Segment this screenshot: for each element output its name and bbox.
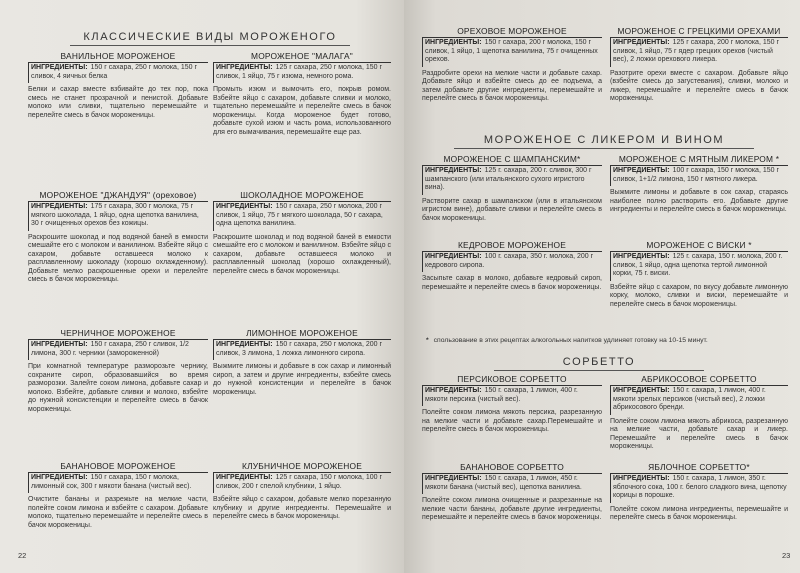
ingredients-text: 125 г. сахара, 150 г. молока, 200 г. сливок, 1 яйцо, одна щепотка тертой лимонной корки, 75 г. виски. xyxy=(613,253,783,277)
recipe-malaga xyxy=(213,51,391,138)
section-title-text: МОРОЖЕНОЕ С ЛИКЕРОМ И ВИНОМ xyxy=(483,134,725,146)
ingredients-label: ИНГРЕДИЕНТЫ: xyxy=(216,341,273,348)
recipe-method: Засыпьте сахар в молоко, добавьте кедровый сироп, перемешайте и перелейте смесь в бачок мороженицы. xyxy=(422,275,602,291)
recipe-method: Промыть изюм и вымочить его, покрыв ромом. Взбейте яйцо с сахаром, добавьте сливки и молоко, тщательно перемешайте и перелейте смесь в бачок мороженицы. Когда мороженое будет готово, добавьте сухой изюм и часть рома, использованного для его вымачивания, перемешайте еще раз. xyxy=(213,86,391,136)
ingredients-text: 175 г сахара, 300 г молока, 75 г мягкого шоколада, 1 яйцо, одна щепотка ванилина, 30 г очищенных орехов без кожицы. xyxy=(31,203,199,227)
recipe-title: ВАНИЛЬНОЕ МОРОЖЕНОЕ xyxy=(60,51,176,61)
ingredients-label: ИНГРЕДИЕНТЫ: xyxy=(31,341,88,348)
alcohol-note xyxy=(426,337,708,344)
recipe-title: МОРОЖЕНОЕ С ШАМПАНСКИМ* xyxy=(443,154,581,164)
ingredients-label: ИНГРЕДИЕНТЫ: xyxy=(31,474,88,481)
ingredients-block xyxy=(422,165,602,195)
recipe-title: БАНАНОВОЕ СОРБЕТТО xyxy=(460,462,564,472)
recipe-method: Разотрите орехи вместе с сахаром. Добавьте яйцо (взбейте смесь до загустевания), сливки, молоко и ликер, перемешайте и перелейте смесь в бачок мороженицы. xyxy=(610,69,788,103)
recipe-method: Белки и сахар вместе взбивайте до тех пор, пока смесь не станет прозрачной и пенистой. Добавьте молоко или сливки, тщательно перемешайте и перелейте смесь в бачок мороженицы. xyxy=(28,86,208,119)
recipe-method: Выжмите лимоны и добавьте в сок сахар, стараясь наиболее полно растворить его. Добавьте другие ингредиенты и перелейте смесь в бачок мороженицы. xyxy=(610,189,788,214)
section-title-text: СОРБЕТТО xyxy=(562,356,636,368)
ingredients-text: 125 г сахара, 150 г молока, 100 г сливок, 200 г спелой клубники, 1 яйцо. xyxy=(216,474,383,490)
ingredients-label: ИНГРЕДИЕНТЫ: xyxy=(31,203,88,210)
recipe-method: Растворите сахар в шампанском (или в итальянском игристом вине), добавьте сливки и перелейте смесь в бачок мороженицы. xyxy=(422,197,602,222)
note-star: * xyxy=(426,337,429,344)
ingredients-label: ИНГРЕДИЕНТЫ: xyxy=(216,64,273,71)
ingredients-label: ИНГРЕДИЕНТЫ: xyxy=(425,253,482,260)
ingredients-label: ИНГРЕДИЕНТЫ: xyxy=(216,474,273,481)
ingredients-block xyxy=(610,385,788,415)
ingredients-block xyxy=(28,339,208,360)
page-number-right: 23 xyxy=(782,551,791,560)
ingredients-block xyxy=(422,473,602,494)
recipe-title: ЧЕРНИЧНОЕ МОРОЖЕНОЕ xyxy=(60,328,176,338)
recipe-title: БАНАНОВОЕ МОРОЖЕНОЕ xyxy=(60,461,176,471)
ingredients-label: ИНГРЕДИЕНТЫ: xyxy=(613,167,670,174)
recipe-method: Полейте соком лимона мякоть абрикоса, разрезанную на мелкие части, добавьте сахар и ликер. Перемешайте и перелейте смесь в бачок мороженицы. xyxy=(610,417,788,451)
ingredients-block xyxy=(610,473,788,503)
note-text: спользование в этих рецептах алкогольных напитков удлиняет готовку на 10-15 минут. xyxy=(433,337,708,344)
ingredients-block xyxy=(28,472,208,493)
recipe-title: ЛИМОННОЕ МОРОЖЕНОЕ xyxy=(246,328,358,338)
ingredients-label: ИНГРЕДИЕНТЫ: xyxy=(613,475,670,482)
recipe-champagne xyxy=(422,154,602,223)
ingredients-text: 125 г сахара, 250 г молока, 150 г сливок, 1 яйцо, 75 г изюма, немного рома. xyxy=(216,64,383,80)
recipe-method: Раскрошите шоколад и под водяной баней в емкости смешайте его с молоком и ванилином. Взбейте яйцо с сахаром, добавьте оставшееся молоко к расплавленному шоколаду (хорошо охлажденному). Добавьте мелко раскрошенные орехи и перелейте смесь в бачок мороженицы. xyxy=(28,233,208,284)
recipe-strawberry xyxy=(213,461,391,522)
ingredients-block xyxy=(213,62,391,83)
recipe-whisky xyxy=(610,240,788,309)
divider xyxy=(70,45,350,46)
recipe-title: АБРИКОСОВОЕ СОРБЕТТО xyxy=(641,374,757,384)
section-title-text: КЛАССИЧЕСКИЕ ВИДЫ МОРОЖЕНОГО xyxy=(83,31,337,43)
ingredients-text: 150 г сахара, 250 г сливок, 1/2 лимона, 300 г. черники (замороженной) xyxy=(31,341,189,357)
recipe-title: ЯБЛОЧНОЕ СОРБЕТТО* xyxy=(648,462,750,472)
page-number-left: 22 xyxy=(18,551,27,560)
recipe-method: При комнатной температуре разморозьте чернику, сохраните сироп, образовавшийся во время разморозки. Залейте соком лимона, добавьте сахар и молоко. Взбейте, добавьте сливки и молоко, взбейте до нужной консистенции и перелейте смесь в бачок мороженицы. xyxy=(28,363,208,413)
recipe-title: КЛУБНИЧНОЕ МОРОЖЕНОЕ xyxy=(241,461,362,471)
ingredients-text: 150 г сахара, 250 г молока, 200 г сливок, 3 лимона, 1 ложка лимонного сиропа. xyxy=(216,341,383,357)
recipe-vanilla xyxy=(28,51,208,120)
recipe-title: МОРОЖЕНОЕ "МАЛАГА" xyxy=(251,51,353,61)
recipe-method: Полейте соком лимона ингредиенты, перемешайте и перелейте смесь в бачок мороженицы. xyxy=(610,505,788,522)
ingredients-label: ИНГРЕДИЕНТЫ: xyxy=(613,253,670,260)
ingredients-text: 150 г сахара, 200 г молока, 150 г сливок, 1 яйцо, 1 щепотка ванилина, 75 г очищенных орехов. xyxy=(425,39,598,63)
ingredients-block xyxy=(28,62,208,83)
ingredients-text: 100 г. сахара, 350 г. молока, 200 г кедрового сиропа. xyxy=(425,253,594,269)
ingredients-text: 150 г сахара, 250 г молока, 150 г сливок, 4 яичных белка xyxy=(31,64,198,80)
recipe-method: Взбейте яйцо с сахаром, добавьте мелко порезанную клубнику и другие ингредиенты. Перемешайте и перелейте смесь в бачок мороженицы. xyxy=(213,496,391,521)
divider xyxy=(494,370,704,371)
ingredients-label: ИНГРЕДИЕНТЫ: xyxy=(613,39,670,46)
section-title-sorbet xyxy=(494,356,704,368)
recipe-method: Очистите бананы и разрежьте на мелкие части, полейте соком лимона и взбейте с сахаром. Добавьте молоко, тщательно перемешайте и перелейте смесь в бачок мороженицы. xyxy=(28,496,208,529)
ingredients-text: 125 г сахара, 200 г молока, 150 г сливок, 1 яйцо, 75 г ядер грецких орехов (чистый вес), 2 ложки орехового ликера. xyxy=(613,39,780,63)
recipe-method: Выжмите лимоны и добавьте в сок сахар и лимонный сироп, а затем и другие ингредиенты, взбейте смесь до нужной консистенции и перелейте в бачок мороженицы. xyxy=(213,363,391,396)
recipe-method: Раскрошите шоколад и под водяной баней в емкости смешайте его с молоком и ванилином. Взбейте яйцо с сахаром, добавьте оставшееся молоко и расплавленный шоколад (хорошо охлажденный), перелейте смесь в бачок мороженицы. xyxy=(213,233,391,275)
recipe-title: ШОКОЛАДНОЕ МОРОЖЕНОЕ xyxy=(240,190,364,200)
ingredients-block xyxy=(422,385,602,406)
recipe-title: МОРОЖЕНОЕ С МЯТНЫМ ЛИКЕРОМ * xyxy=(618,154,780,164)
recipe-method: Полейте соком лимона мякоть персика, разрезанную на мелкие части и добавьте сахар.Перемешайте и перелейте смесь в бачок мороженицы. xyxy=(422,409,602,434)
recipe-title: КЕДРОВОЕ МОРОЖЕНОЕ xyxy=(457,240,567,250)
recipe-title: МОРОЖЕНОЕ С ГРЕЦКИМИ ОРЕХАМИ xyxy=(617,26,781,36)
recipe-lemon xyxy=(213,328,391,397)
ingredients-block xyxy=(610,37,788,67)
ingredients-label: ИНГРЕДИЕНТЫ: xyxy=(425,475,482,482)
ingredients-text: 150 г. сахара, 1 лимон, 400 г. мякоти зрелых персиков (чистый вес), 2 ложки абрикосового бренди. xyxy=(613,387,766,411)
recipe-blueberry xyxy=(28,328,208,415)
ingredients-block xyxy=(422,251,602,272)
section-title-classic xyxy=(70,31,350,43)
recipe-mint-liqueur xyxy=(610,154,788,215)
recipe-walnut xyxy=(610,26,788,104)
ingredients-label: ИНГРЕДИЕНТЫ: xyxy=(425,39,482,46)
recipe-title: МОРОЖЕНОЕ С ВИСКИ * xyxy=(646,240,752,250)
ingredients-label: ИНГРЕДИЕНТЫ: xyxy=(216,203,273,210)
ingredients-block xyxy=(610,165,788,186)
divider xyxy=(454,148,754,149)
section-title-liqueur xyxy=(454,134,754,146)
ingredients-label: ИНГРЕДИЕНТЫ: xyxy=(613,387,670,394)
recipe-title: ОРЕХОВОЕ МОРОЖЕНОЕ xyxy=(457,26,567,36)
ingredients-label: ИНГРЕДИЕНТЫ: xyxy=(31,64,88,71)
recipe-cedar xyxy=(422,240,602,292)
recipe-title: ПЕРСИКОВОЕ СОРБЕТТО xyxy=(457,374,567,384)
ingredients-block xyxy=(610,251,788,281)
ingredients-text: 150 г. сахара, 1 лимон, 400 г. мякоти персика (чистый вес). xyxy=(425,387,578,403)
recipe-apple-sorbet xyxy=(610,462,788,523)
ingredients-label: ИНГРЕДИЕНТЫ: xyxy=(425,167,482,174)
ingredients-block xyxy=(213,201,391,231)
ingredients-text: 100 г сахара, 150 г молока, 150 г сливок, 1+1/2 лимона, 150 г мятного ликера. xyxy=(613,167,780,183)
recipe-gianduia xyxy=(28,190,208,285)
ingredients-text: 125 г. сахара, 200 г. сливок, 300 г шампанского (или итальянского сухого игристого вина). xyxy=(425,167,592,191)
recipe-banana-sorbet xyxy=(422,462,602,523)
ingredients-text: 150 г. сахара, 1 лимон, 450 г. мякоти банана (чистый вес), щепотка ванилина. xyxy=(425,475,582,491)
recipe-peach-sorbet xyxy=(422,374,602,435)
recipe-apricot-sorbet xyxy=(610,374,788,452)
recipe-chocolate xyxy=(213,190,391,276)
ingredients-block xyxy=(28,201,208,231)
recipe-method: Взбейте яйцо с сахаром, по вкусу добавьте лимонную корку, молоко, сливки и виски, перемешайте и перелейте смесь в бачок мороженицы. xyxy=(610,283,788,308)
ingredients-label: ИНГРЕДИЕНТЫ: xyxy=(425,387,482,394)
recipe-method: Раздробите орехи на мелкие части и добавьте сахар. Добавьте яйцо и взбейте смесь до ее подъема, а затем добавьте другие ингредиенты, перемешайте и перелейте смесь в бачок мороженицы. xyxy=(422,69,602,103)
recipe-method: Полейте соком лимона очищенные и разрезанные на мелкие части бананы, добавьте другие ингредиенты, перемешайте и перелейте смесь в бачок мороженицы. xyxy=(422,497,602,522)
right-page xyxy=(404,0,800,573)
ingredients-text: 150 г сахара, 250 г молока, 200 г сливок, 1 яйцо, 75 г мягкого шоколада, 50 г сахара, одна щепотка ванилина. xyxy=(216,203,383,227)
recipe-nut xyxy=(422,26,602,104)
recipe-title: МОРОЖЕНОЕ "ДЖАНДУЯ" (ореховое) xyxy=(39,190,197,200)
recipe-banana xyxy=(28,461,208,530)
ingredients-text: 150 г сахара, 150 г молока, лимонный сок, 300 г мякоти банана (чистый вес). xyxy=(31,474,192,490)
ingredients-block xyxy=(213,339,391,360)
ingredients-block xyxy=(422,37,602,67)
ingredients-block xyxy=(213,472,391,493)
ingredients-text: 150 г. сахара, 1 лимон, 350 г. яблочного сока, 100 г. белого сладкого вина, щепотку корицы в порошке. xyxy=(613,475,787,499)
